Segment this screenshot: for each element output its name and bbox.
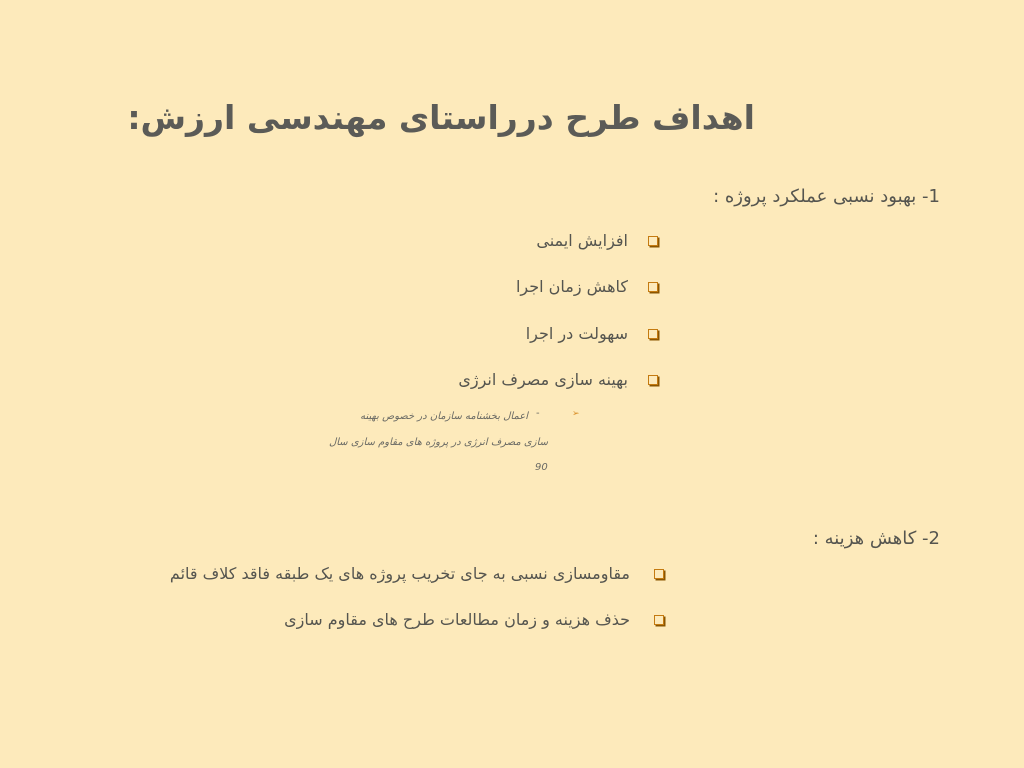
list-item-text: مقاومسازی نسبی به جای تخریب پروژه های یک طبقه فاقد کلاف قائم	[169, 564, 630, 583]
dash-bullet-icon: -	[536, 408, 540, 419]
list-item-text: کاهش زمان اجرا	[515, 277, 628, 296]
list-item	[458, 370, 658, 389]
slide-title: اهداف طرح درراستای مهندسی ارزش:	[127, 98, 755, 137]
list-item-text: سهولت در اجرا	[525, 324, 628, 343]
square-bullet-icon	[648, 329, 658, 339]
square-bullet-icon	[654, 569, 664, 579]
sub-note-line: سازی مصرف انرژی در پروژه های مقاوم سازی سال	[328, 437, 548, 448]
list-item	[526, 324, 658, 343]
square-bullet-icon	[648, 375, 658, 385]
section-heading-cost: 2- کاهش هزینه :	[812, 528, 940, 549]
sub-note-line: اعمال بخشنامه سازمان در خصوص بهینه	[360, 411, 528, 422]
sub-note-year: 90	[535, 462, 548, 473]
list-item	[170, 564, 664, 583]
square-bullet-icon	[654, 615, 664, 625]
list-item-text: افزایش ایمنی	[536, 231, 628, 250]
list-item-text: حذف هزینه و زمان مطالعات طرح های مقاوم سازی	[284, 610, 630, 629]
list-item	[536, 231, 658, 250]
list-item	[284, 610, 664, 629]
arrow-bullet-icon: ➢	[572, 409, 580, 419]
section-heading-performance: 1- بهبود نسبی عملکرد پروژه :	[713, 186, 940, 207]
square-bullet-icon	[648, 282, 658, 292]
list-item-text: بهینه سازی مصرف انرژی	[458, 370, 628, 389]
square-bullet-icon	[648, 236, 658, 246]
list-item	[516, 277, 658, 296]
sub-note	[330, 404, 580, 456]
